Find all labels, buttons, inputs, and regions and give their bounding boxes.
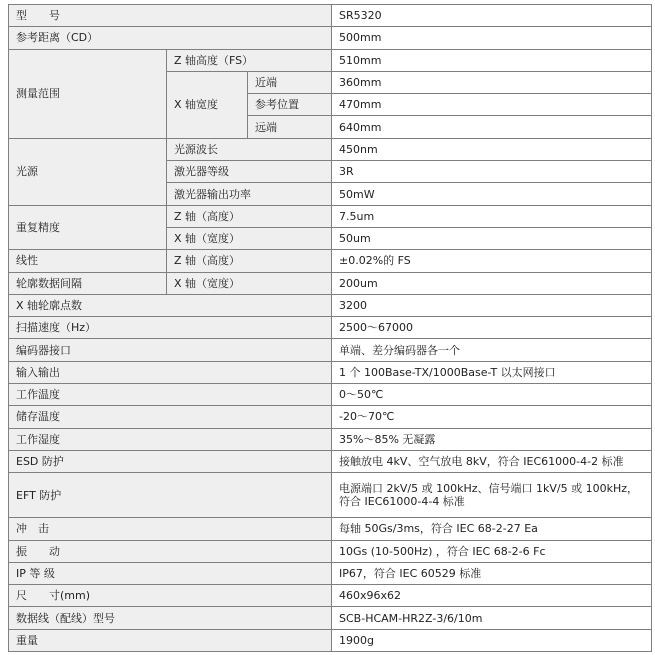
table-row-repeat-z — [9, 205, 652, 227]
param-value: 470mm — [332, 94, 652, 116]
table-row-x-points — [9, 294, 652, 316]
param-label: 扫描速度（Hz） — [9, 317, 332, 339]
param-value: 640mm — [332, 116, 652, 138]
param-value: SR5320 — [332, 5, 652, 27]
param-value: 35%～85% 无凝露 — [332, 428, 652, 450]
table-row-op-humidity — [9, 428, 652, 450]
table-row-scan-speed — [9, 317, 652, 339]
table-row-light-wavelength — [9, 138, 652, 160]
param-label: 工作湿度 — [9, 428, 332, 450]
table-row-shock — [9, 518, 652, 540]
param-value: 50um — [332, 227, 652, 249]
table-row-eft — [9, 473, 652, 518]
param-value: 0～50℃ — [332, 384, 652, 406]
param-label: 参考距离（CD） — [9, 27, 332, 49]
param-value: 7.5um — [332, 205, 652, 227]
table-row-op-temp — [9, 384, 652, 406]
param-value: ±0.02%的 FS — [332, 250, 652, 272]
param-value: 1 个 100Base-TX/1000Base-T 以太网接口 — [332, 361, 652, 383]
param-label: 编码器接口 — [9, 339, 332, 361]
sub-sub-label: 远端 — [248, 116, 332, 138]
param-value: IP67，符合 IEC 60529 标准 — [332, 562, 652, 584]
sub-label: 激光器等级 — [167, 161, 332, 183]
param-label: 振 动 — [9, 540, 332, 562]
param-label: 重复精度 — [9, 205, 167, 250]
sub-label: Z 轴（高度） — [167, 205, 332, 227]
param-value: -20～70℃ — [332, 406, 652, 428]
sub-label: Z 轴高度（FS） — [167, 49, 332, 71]
param-label: 重量 — [9, 629, 332, 651]
table-row-profile-interval — [9, 272, 652, 294]
param-label: 工作温度 — [9, 384, 332, 406]
sub-label: 激光器输出功率 — [167, 183, 332, 205]
sub-sub-label: 参考位置 — [248, 94, 332, 116]
table-row-encoder — [9, 339, 652, 361]
table-row-cable-model — [9, 607, 652, 629]
table-row-linearity — [9, 250, 652, 272]
param-label: 冲 击 — [9, 518, 332, 540]
table-row-model — [9, 5, 652, 27]
sub-label: X 轴（宽度） — [167, 272, 332, 294]
param-label: 测量范围 — [9, 49, 167, 138]
param-label: IP 等 级 — [9, 562, 332, 584]
param-value: 50mW — [332, 183, 652, 205]
param-label: EFT 防护 — [9, 473, 332, 518]
param-value: 500mm — [332, 27, 652, 49]
table-row-storage-temp — [9, 406, 652, 428]
param-value: 360mm — [332, 71, 652, 93]
sub-label: Z 轴（高度） — [167, 250, 332, 272]
param-label: 光源 — [9, 138, 167, 205]
table-row-vibration — [9, 540, 652, 562]
param-value: 510mm — [332, 49, 652, 71]
sub-label: 光源波长 — [167, 138, 332, 160]
param-value: 1900g — [332, 629, 652, 651]
param-label: 数据线（配线）型号 — [9, 607, 332, 629]
param-value: 单端、差分编码器各一个 — [332, 339, 652, 361]
table-row-weight — [9, 629, 652, 651]
sub-label: X 轴宽度 — [167, 71, 248, 138]
param-label: ESD 防护 — [9, 450, 332, 472]
table-row-ip-rating — [9, 562, 652, 584]
spec-table — [8, 4, 652, 652]
table-row-esd — [9, 450, 652, 472]
param-value — [332, 473, 652, 518]
sub-label: X 轴（宽度） — [167, 227, 332, 249]
param-value: 200um — [332, 272, 652, 294]
param-value: 接触放电 4kV、空气放电 8kV，符合 IEC61000-4-2 标准 — [332, 450, 652, 472]
param-label: 输入输出 — [9, 361, 332, 383]
param-value: 460x96x62 — [332, 585, 652, 607]
param-value: 每轴 50Gs/3ms，符合 IEC 68-2-27 Ea — [332, 518, 652, 540]
param-label: 尺 寸(mm) — [9, 585, 332, 607]
param-value: 3R — [332, 161, 652, 183]
eft-value-line1: 电源端口 2kV/5 或 100kHz、信号端口 1kV/5 或 100kHz， — [339, 482, 639, 496]
eft-value-line2: 符合 IEC61000-4-4 标准 — [339, 495, 465, 509]
param-value: 450nm — [332, 138, 652, 160]
param-value: SCB-HCAM-HR2Z-3/6/10m — [332, 607, 652, 629]
param-value: 2500～67000 — [332, 317, 652, 339]
sub-sub-label: 近端 — [248, 71, 332, 93]
param-label: 储存温度 — [9, 406, 332, 428]
table-row-dimensions — [9, 585, 652, 607]
param-value: 3200 — [332, 294, 652, 316]
param-label: 型 号 — [9, 5, 332, 27]
table-row-range-z — [9, 49, 652, 71]
table-row-io — [9, 361, 652, 383]
param-label: X 轴轮廓点数 — [9, 294, 332, 316]
table-row-ref-distance — [9, 27, 652, 49]
param-label: 线性 — [9, 250, 167, 272]
param-label: 轮廓数据间隔 — [9, 272, 167, 294]
param-value: 10Gs (10-500Hz) ，符合 IEC 68-2-6 Fc — [332, 540, 652, 562]
